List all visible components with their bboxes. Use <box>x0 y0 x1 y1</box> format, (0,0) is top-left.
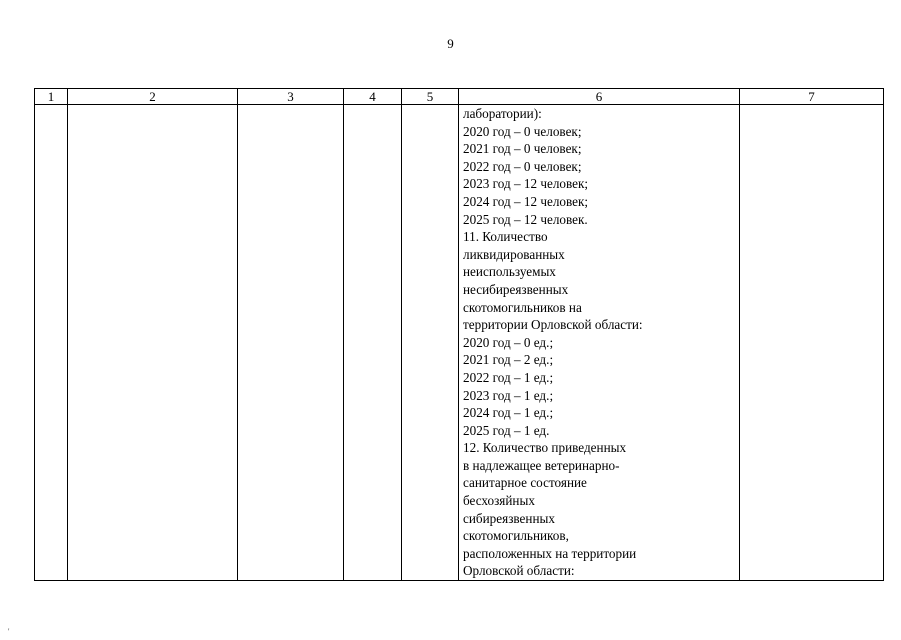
column-6-line: 2024 год – 12 человек; <box>463 193 589 209</box>
column-6-line: 11. Количество <box>463 229 548 245</box>
cell-col-1 <box>35 105 68 581</box>
cell-col-6 <box>459 105 740 581</box>
cell-col-4 <box>344 105 402 581</box>
column-6-line: лаборатории): <box>463 106 542 121</box>
column-6-line: в надлежащее ветеринарно- <box>463 457 620 473</box>
column-header-4: 4 <box>344 89 402 105</box>
column-6-line: скотомогильников, <box>463 528 569 544</box>
column-6-line: 2023 год – 1 ед.; <box>463 387 554 403</box>
column-header-7: 7 <box>740 89 884 105</box>
stray-mark: ' <box>8 627 10 636</box>
column-6-line: бесхозяйных <box>463 493 535 509</box>
column-header-5: 5 <box>402 89 459 105</box>
column-6-line: 2022 год – 1 ед.; <box>463 369 554 385</box>
column-6-line: сибиреязвенных <box>463 510 555 526</box>
cell-col-2 <box>68 105 238 581</box>
column-header-1: 1 <box>35 89 68 105</box>
column-6-line: расположенных на территории <box>463 545 637 561</box>
page-number: 9 <box>447 36 454 51</box>
document-table <box>34 88 884 581</box>
cell-col-3 <box>238 105 344 581</box>
column-6-line: 2020 год – 0 ед.; <box>463 334 554 350</box>
column-6-line: 2025 год – 1 ед. <box>463 422 550 438</box>
column-6-line: 2022 год – 0 человек; <box>463 158 582 174</box>
column-6-line: 2023 год – 12 человек; <box>463 176 589 192</box>
column-6-line: 12. Количество приведенных <box>463 440 627 456</box>
column-6-line: санитарное состояние <box>463 475 587 491</box>
column-header-2: 2 <box>68 89 238 105</box>
column-6-line: ликвидированных <box>463 246 565 262</box>
column-6-line: 2021 год – 2 ед.; <box>463 352 554 368</box>
column-6-line: территории Орловской области: <box>463 317 643 333</box>
cell-col-7 <box>740 105 884 581</box>
column-6-line: 2021 год – 0 человек; <box>463 141 582 157</box>
column-6-line: 2020 год – 0 человек; <box>463 123 582 139</box>
table-row <box>35 105 884 581</box>
column-6-line: 2025 год – 12 человек. <box>463 211 588 227</box>
column-header-6: 6 <box>459 89 740 105</box>
cell-col-5 <box>402 105 459 581</box>
column-6-text <box>459 105 739 580</box>
header-row <box>35 89 884 105</box>
column-6-line: 2024 год – 1 ед.; <box>463 405 554 421</box>
column-6-line: неиспользуемых <box>463 264 556 280</box>
column-6-line: Орловской области: <box>463 563 575 579</box>
column-6-line: скотомогильников на <box>463 299 582 315</box>
column-6-line: несибиреязвенных <box>463 281 569 297</box>
column-header-3: 3 <box>238 89 344 105</box>
